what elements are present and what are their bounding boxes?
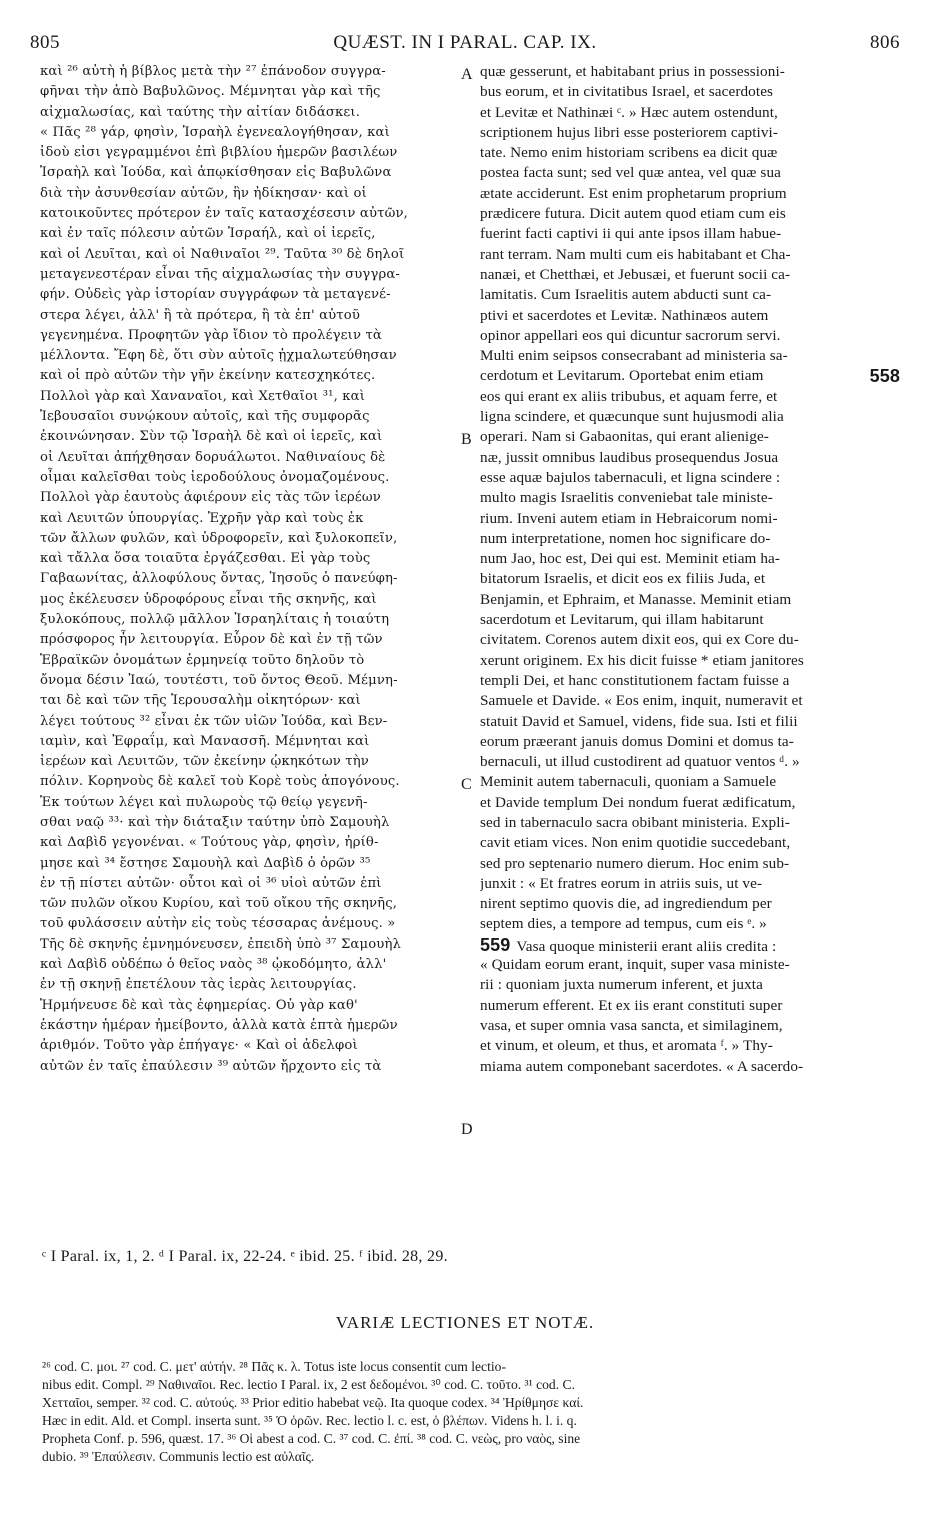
greek-text-line: ἐκοινώνησαν. Σὺν τῷ Ἰσραὴλ δὲ καὶ οἱ ἱερεῖς, καὶ	[40, 429, 383, 445]
greek-text-line: ται δὲ καὶ τῶν τῆς Ἱερουσαλὴμ οἰκητόρων· καὶ	[40, 693, 361, 709]
latin-text-line: postea facta sunt; sed vel quæ antea, vel quæ sua	[480, 164, 781, 182]
greek-text-line: πρόσφορος ἦν λειτουργία. Εὗρον δὲ καὶ ἐν τῇ τῶν	[40, 632, 383, 648]
latin-text-line: operari. Nam si Gabaonitas, qui erant alienige-	[480, 428, 769, 446]
greek-text-line: στερα λέγει, ἀλλ' ἢ τὰ πρότερα, ἢ τὰ ἐπ' αὐτοῦ	[40, 307, 361, 323]
latin-text-line: opinor appellari eos qui dicuntur sacrorum servi.	[480, 326, 781, 344]
page-header	[30, 28, 900, 58]
latin-text-line: statuit David et Samuel, videns, fide sua. Isti et filii	[480, 712, 798, 730]
latin-text-line: rii : quoniam juxta numerum inferent, et juxta	[480, 976, 763, 994]
greek-text-line: κατοικοῦντες πρότερον ἐν ταῖς κατασχέσεσιν αὐτῶν,	[40, 206, 409, 222]
latin-text-line: ætate acciderunt. Est enim prophetarum proprium	[480, 184, 787, 202]
greek-text-line: Ἡρμήνευσε δὲ καὶ τὰς ἐφημερίας. Οὐ γὰρ καθ'	[40, 997, 358, 1013]
latin-text-line: sed in tabernaculo sacra obibant ministeria. Expli-	[480, 813, 791, 831]
greek-text-line: καὶ Δαβὶδ οὐδέπω ὁ θεῖος ναὸς ³⁸ ᾠκοδόμητο, ἀλλ'	[40, 957, 387, 973]
latin-text-line: bernaculi, ut illud custodirent ad quatuor ventos ᵈ. »	[480, 753, 800, 771]
latin-text-line: num Jao, hoc est, Dei qui est. Meminit etiam ha-	[480, 550, 781, 568]
note-line: Propheta Conf. p. 596, quæst. 17. ³⁶ Οἱ abest a cod. C. ³⁷ cod. C. ἐπί. ³⁸ cod. C. νεὼς, pro ναὸς, sine	[42, 1431, 581, 1446]
margin-letter-c: C	[461, 776, 472, 793]
greek-text-line: καὶ οἱ Λευῖται, καὶ οἱ Ναθιναῖοι ²⁹. Ταῦτα ³⁰ δὲ δηλοῖ	[40, 246, 405, 262]
latin-column	[480, 62, 900, 1077]
latin-text-line: eos qui erant ex aliis tribubus, et aquam ferre, et	[480, 387, 778, 405]
latin-text-line: prædicere futura. Dicit autem quod etiam cum eis	[480, 205, 786, 223]
greek-text-line: καὶ Δαβὶδ γεγονέναι. « Τούτους γὰρ, φησὶν, ἠρίθ-	[40, 835, 379, 851]
greek-text-line: ἀριθμόν. Τοῦτο γὰρ ἐπήγαγε· « Καὶ οἱ ἀδελφοὶ	[40, 1038, 358, 1054]
column-number: 558	[869, 366, 900, 387]
greek-text-line: αὐτῶν ἐν ταῖς ἐπαύλεσιν ³⁹ αὐτῶν ἤρχοντο εἰς τὰ	[40, 1058, 382, 1074]
latin-text-line: sacerdotum et Levitarum, qui illam habitarunt	[480, 611, 764, 629]
latin-text-line: eorum præerant januis domus Domini et domus ta-	[480, 732, 794, 750]
greek-text-line: αἰχμαλωσίας, καὶ ταύτης τὴν αἰτίαν διδάσκει.	[40, 104, 361, 120]
page-number-right: 806	[870, 32, 900, 53]
latin-text-line: vasa, et super omnia vasa sancta, et similaginem,	[480, 1016, 783, 1034]
latin-text-line: et Levitæ et Nathinæi ᶜ. » Hæc autem ostendunt,	[480, 103, 778, 121]
latin-text-line: Meminit autem tabernaculi, quoniam a Samuele	[480, 773, 777, 791]
latin-text-line: scriptionem hujus libri esse posteriorem captivi-	[480, 123, 779, 141]
latin-text-line: fuerint facti captivi ii qui ante ipsos illam habue-	[480, 225, 782, 243]
page-number-left: 805	[30, 32, 60, 53]
greek-text-line: Πολλοὶ γὰρ ἑαυτοὺς ἀφιέρουν εἰς τὰς τῶν ἱερέων	[40, 490, 381, 506]
greek-text-line: Ἐκ τούτων λέγει καὶ πυλωροὺς τῷ θείῳ γεγενῆ-	[40, 794, 368, 810]
greek-text-line: Ἰεβουσαῖοι συνῴκουν αὐτοῖς, καὶ τῆς συμφορᾶς	[40, 409, 370, 425]
greek-text-line: τοῦ φυλάσσειν αὐτὴν εἰς τοὺς τέσσαρας ἀνέμους. »	[40, 916, 396, 932]
column-number: 559	[480, 934, 511, 955]
greek-text-line: Ἰσραὴλ καὶ Ἰούδα, καὶ ἀπῳκίσθησαν εἰς Βαβυλῶνα	[40, 165, 392, 181]
greek-text-line: ἐν τῇ πίστει αὐτῶν· οὗτοι καὶ οἱ ³⁶ υἱοὶ αὐτῶν ἐπὶ	[40, 875, 382, 891]
latin-text-line: Samuele et Davide. « Eos enim, inquit, numeravit et	[480, 692, 803, 710]
greek-text-line: φῆναι τὴν ἀπὸ Βαβυλῶνος. Μέμνηται γὰρ καὶ τῆς	[40, 84, 381, 100]
greek-text-line: ἰδοὺ εἰσι γεγραμμένοι ἐπὶ βιβλίου ἡμερῶν βασιλέων	[40, 145, 398, 161]
latin-text-line: Benjamin, et Ephraim, et Manasse. Meminit etiam	[480, 590, 792, 608]
latin-text-line: miama autem componebant sacerdotes. « A sacerdo-	[480, 1057, 804, 1075]
greek-text-line: καὶ ²⁶ αὐτὴ ἡ βίβλος μετὰ τὴν ²⁷ ἐπάνοδον συγγρα-	[40, 64, 386, 79]
greek-text-line: ἐν τῇ σκηνῇ ἐπετέλουν τὰς ἱερὰς λειτουργίας.	[40, 977, 357, 993]
greek-text-line: Τῆς δὲ σκηνῆς ἐμνημόνευσεν, ἐπειδὴ ὑπὸ ³⁷ Σαμουὴλ	[40, 936, 402, 952]
greek-text-line: μος ἐκέλευσεν ὑδροφόρους εἶναι τῆς σκηνῆς, καὶ	[40, 591, 377, 607]
greek-text-line: οἱ Λευῖται ἀπήχθησαν δορυάλωτοι. Ναθιναίους δὲ	[40, 449, 386, 465]
margin-letter-b: B	[461, 431, 472, 448]
latin-text-line: rant terram. Nam multi cum eis habitabant et Cha-	[480, 245, 791, 263]
latin-text-line: næ, jussit omnibus laudibus prosequendus Josua	[480, 448, 779, 466]
greek-text-line: Ἑβραϊκῶν ὀνομάτων ἑρμηνείᾳ τοῦτο δηλοῦν τὸ	[40, 652, 365, 668]
margin-letter-a: A	[461, 66, 473, 83]
latin-text-line: bus eorum, et in civitatibus Israel, et sacerdotes	[480, 83, 774, 101]
greek-text-line: καὶ Λευιτῶν ὑπουργίας. Ἐχρῆν γὰρ καὶ τοὺς ἐκ	[40, 510, 364, 526]
note-line: ²⁶ cod. C. μοι. ²⁷ cod. C. μετ' αὐτήν. ²⁸ Πᾶς κ. λ. Totus iste locus consentit cum lectio-	[42, 1359, 506, 1374]
greek-column	[40, 62, 458, 1077]
greek-text-line: τῶν πυλῶν οἴκου Κυρίου, καὶ τοῦ οἴκου τῆς σκηνῆς,	[40, 896, 398, 912]
greek-text-line: μησε καὶ ³⁴ ἔστησε Σαμουὴλ καὶ Δαβὶδ ὁ ὁρῶν ³⁵	[40, 855, 371, 871]
variant-notes	[42, 1358, 902, 1466]
latin-text-line: junxit : « Et fratres eorum in atriis suis, ut ve-	[480, 874, 763, 892]
latin-text-line: templi Dei, et hanc constitutionem factam fuisse a	[480, 671, 790, 689]
greek-text-line: σθαι ναῷ ³³· καὶ τὴν διάταξιν ταύτην ὑπὸ Σαμουὴλ	[40, 814, 390, 830]
greek-text-line: καὶ ἐν ταῖς πόλεσιν αὐτῶν Ἰσραήλ, καὶ οἱ ἱερεῖς,	[40, 226, 376, 242]
latin-text-line: num interpretatione, nomen hoc significare do-	[480, 529, 771, 547]
greek-text-line: διὰ τὴν ἀσυνθεσίαν αὐτῶν, ἣν ἠδίκησαν· καὶ οἱ	[40, 185, 367, 201]
latin-text-line: nirent septimo quovis die, ad ingrediendum per	[480, 895, 772, 913]
greek-text-line: καὶ οἱ πρὸ αὐτῶν τὴν γῆν ἐκείνην κατεσχηκότες.	[40, 368, 376, 384]
latin-text-line: civitatem. Corenos autem dixit eos, qui ex Core du-	[480, 631, 799, 649]
latin-text-line: et Davide templum Dei nondum fuerat ædificatum,	[480, 793, 796, 811]
latin-text-line: xerunt originem. Ex his dicit fuisse * etiam janitores	[480, 651, 804, 669]
latin-text-line: bitatorum Israelis, et dicit eos ex filiis Juda, et	[480, 570, 766, 588]
latin-text-line: ligna scindere, et quæcunque sunt hujusmodi alia	[480, 408, 784, 426]
latin-text-line: ptivi et sacerdotes et Levitæ. Nathinæos autem	[480, 306, 769, 324]
footnote-references: ᶜ I Paral. ix, 1, 2. ᵈ I Paral. ix, 22-24. ᵉ ibid. 25. ᶠ ibid. 28, 29.	[42, 1248, 448, 1265]
latin-text-line: rium. Inveni autem etiam in Hebraicorum nomi-	[480, 509, 778, 527]
variae-lectiones-title: VARIÆ LECTIONES ET NOTÆ.	[335, 1313, 595, 1332]
greek-text-line: καὶ τἄλλα ὅσα τοιαῦτα ἐργάζεσθαι. Εἰ γὰρ τοὺς	[40, 551, 371, 567]
note-line: Hæc in edit. Ald. et Compl. inserta sunt. ³⁵ Ὁ ὁρῶν. Rec. lectio l. c. est, ὁ βλέπων. Videns h. l. i. q.	[42, 1413, 577, 1428]
latin-text-line: nanæi, et Chetthæi, et Jebusæi, et fuerunt socii ca-	[480, 265, 791, 283]
latin-text-line: et vinum, et oleum, et thus, et aromata ᶠ. » Thy-	[480, 1037, 773, 1055]
greek-text-line: « Πᾶς ²⁸ γάρ, φησὶν, Ἰσραὴλ ἐγενεαλογήθησαν, καὶ	[40, 124, 390, 140]
note-line: nibus edit. Compl. ²⁹ Ναθιναῖοι. Rec. lectio I Paral. ix, 2 est δεδομένοι. ³⁰ cod. C. τοῦτο. ³¹ cod. C.	[42, 1377, 575, 1392]
latin-text-line: quæ gesserunt, et habitabant prius in possessioni-	[480, 63, 785, 80]
latin-text-line: tate. Nemo enim historiam scribens ea dicit quæ	[480, 144, 778, 162]
latin-text-line: multo magis Israelitis conveniebat tale ministe-	[480, 489, 773, 507]
note-line: dubio. ³⁹ Ἐπαύλεσιν. Communis lectio est αὐλαῖς.	[42, 1449, 315, 1464]
greek-text-line: οἶμαι καλεῖσθαι τοὺς ἱεροδούλους ὀνομαζομένους.	[40, 469, 390, 485]
greek-text-line: ιαμὶν, καὶ Ἐφραΐμ, καὶ Μανασσῆ. Μέμνηται καὶ	[40, 733, 370, 749]
latin-text-line: « Quidam eorum erant, inquit, super vasa ministe-	[480, 956, 790, 974]
greek-text-line: μέλλοντα. Ἔφη δὲ, ὅτι σὺν αὐτοῖς ᾐχμαλωτεύθησαν	[40, 348, 397, 364]
greek-text-line: μεταγενεστέραν εἶναι τῆς αἰχμαλωσίας τὴν συγγρα-	[40, 266, 401, 282]
greek-text-line: γεγενημένα. Προφητῶν γὰρ ἴδιον τὸ προλέγειν τὰ	[40, 327, 382, 343]
latin-text-line: 559 Vasa quoque ministerii erant aliis credita :	[480, 934, 777, 955]
greek-text-line: πόλιν. Κορηνοὺς δὲ καλεῖ τοὺ Κορὲ τοὺς ἀπογόνους.	[40, 774, 400, 790]
latin-text-line: Multi enim seipsos consecrabant ad ministeria sa-	[480, 347, 788, 365]
latin-text-line: cerdotum et Levitarum. Oportebat enim etiam 558	[480, 366, 900, 387]
greek-text-line: ὄνομα δέσιν Ἰαώ, τουτέστι, τοῦ ὄντος Θεοῦ. Μέμνη-	[40, 672, 398, 688]
greek-text-line: ξυλοκόπους, πολλῷ μᾶλλον Ἰσραηλίταις ἡ τοιαύτη	[40, 612, 390, 628]
greek-text-line: λέγει τούτους ³² εἶναι ἐκ τῶν υἱῶν Ἰούδα, καὶ Βεν-	[40, 713, 388, 729]
greek-text-line: Γαβαωνίτας, ἀλλοφύλους ὄντας, Ἰησοῦς ὁ πανεύφη-	[40, 571, 398, 587]
latin-text-line: lamitatis. Cum Israelitis autem abducti sunt ca-	[480, 286, 772, 304]
latin-text-line: septem dies, a tempore ad tempus, cum eis ᵉ. »	[480, 915, 767, 933]
note-line: Χετταῖοι, semper. ³² cod. C. αὐτούς. ³³ Prior editio habebat νεῷ. Ita quoque codex. ³⁴ Ἠρίθμησε καί.	[42, 1395, 584, 1410]
greek-text-line: φήν. Οὐδεὶς γὰρ ἱστορίαν συγγράφων τὰ μεταγενέ-	[40, 287, 391, 303]
latin-text-line: cavit etiam vices. Non enim quotidie succedebant,	[480, 834, 791, 852]
greek-text-line: ἱερέων καὶ Λευιτῶν, τῶν ἐκείνην ᾠκηκότων τὴν	[40, 754, 369, 770]
greek-text-line: τῶν ἄλλων φυλῶν, καὶ ὑδροφορεῖν, καὶ ξυλοκοπεῖν,	[40, 530, 398, 546]
greek-text-line: ἑκάστην ἡμέραν ἠμείβοντο, ἀλλὰ κατὰ ἑπτὰ ἡμερῶν	[40, 1017, 398, 1033]
latin-text-line: numerum efferent. Et ex iis erant constituti super	[480, 996, 783, 1014]
running-title: QUÆST. IN I PARAL. CAP. IX.	[333, 32, 597, 53]
margin-letter-d: D	[461, 1121, 473, 1138]
latin-text-line: sed pro septenario numero dierum. Hoc enim sub-	[480, 854, 790, 872]
latin-text-line: esse aquæ bajulos tabernaculi, et ligna scindere :	[480, 468, 781, 486]
greek-text-line: Πολλοὶ γὰρ καὶ Χαναναῖοι, καὶ Χετθαῖοι ³¹, καὶ	[40, 388, 366, 404]
